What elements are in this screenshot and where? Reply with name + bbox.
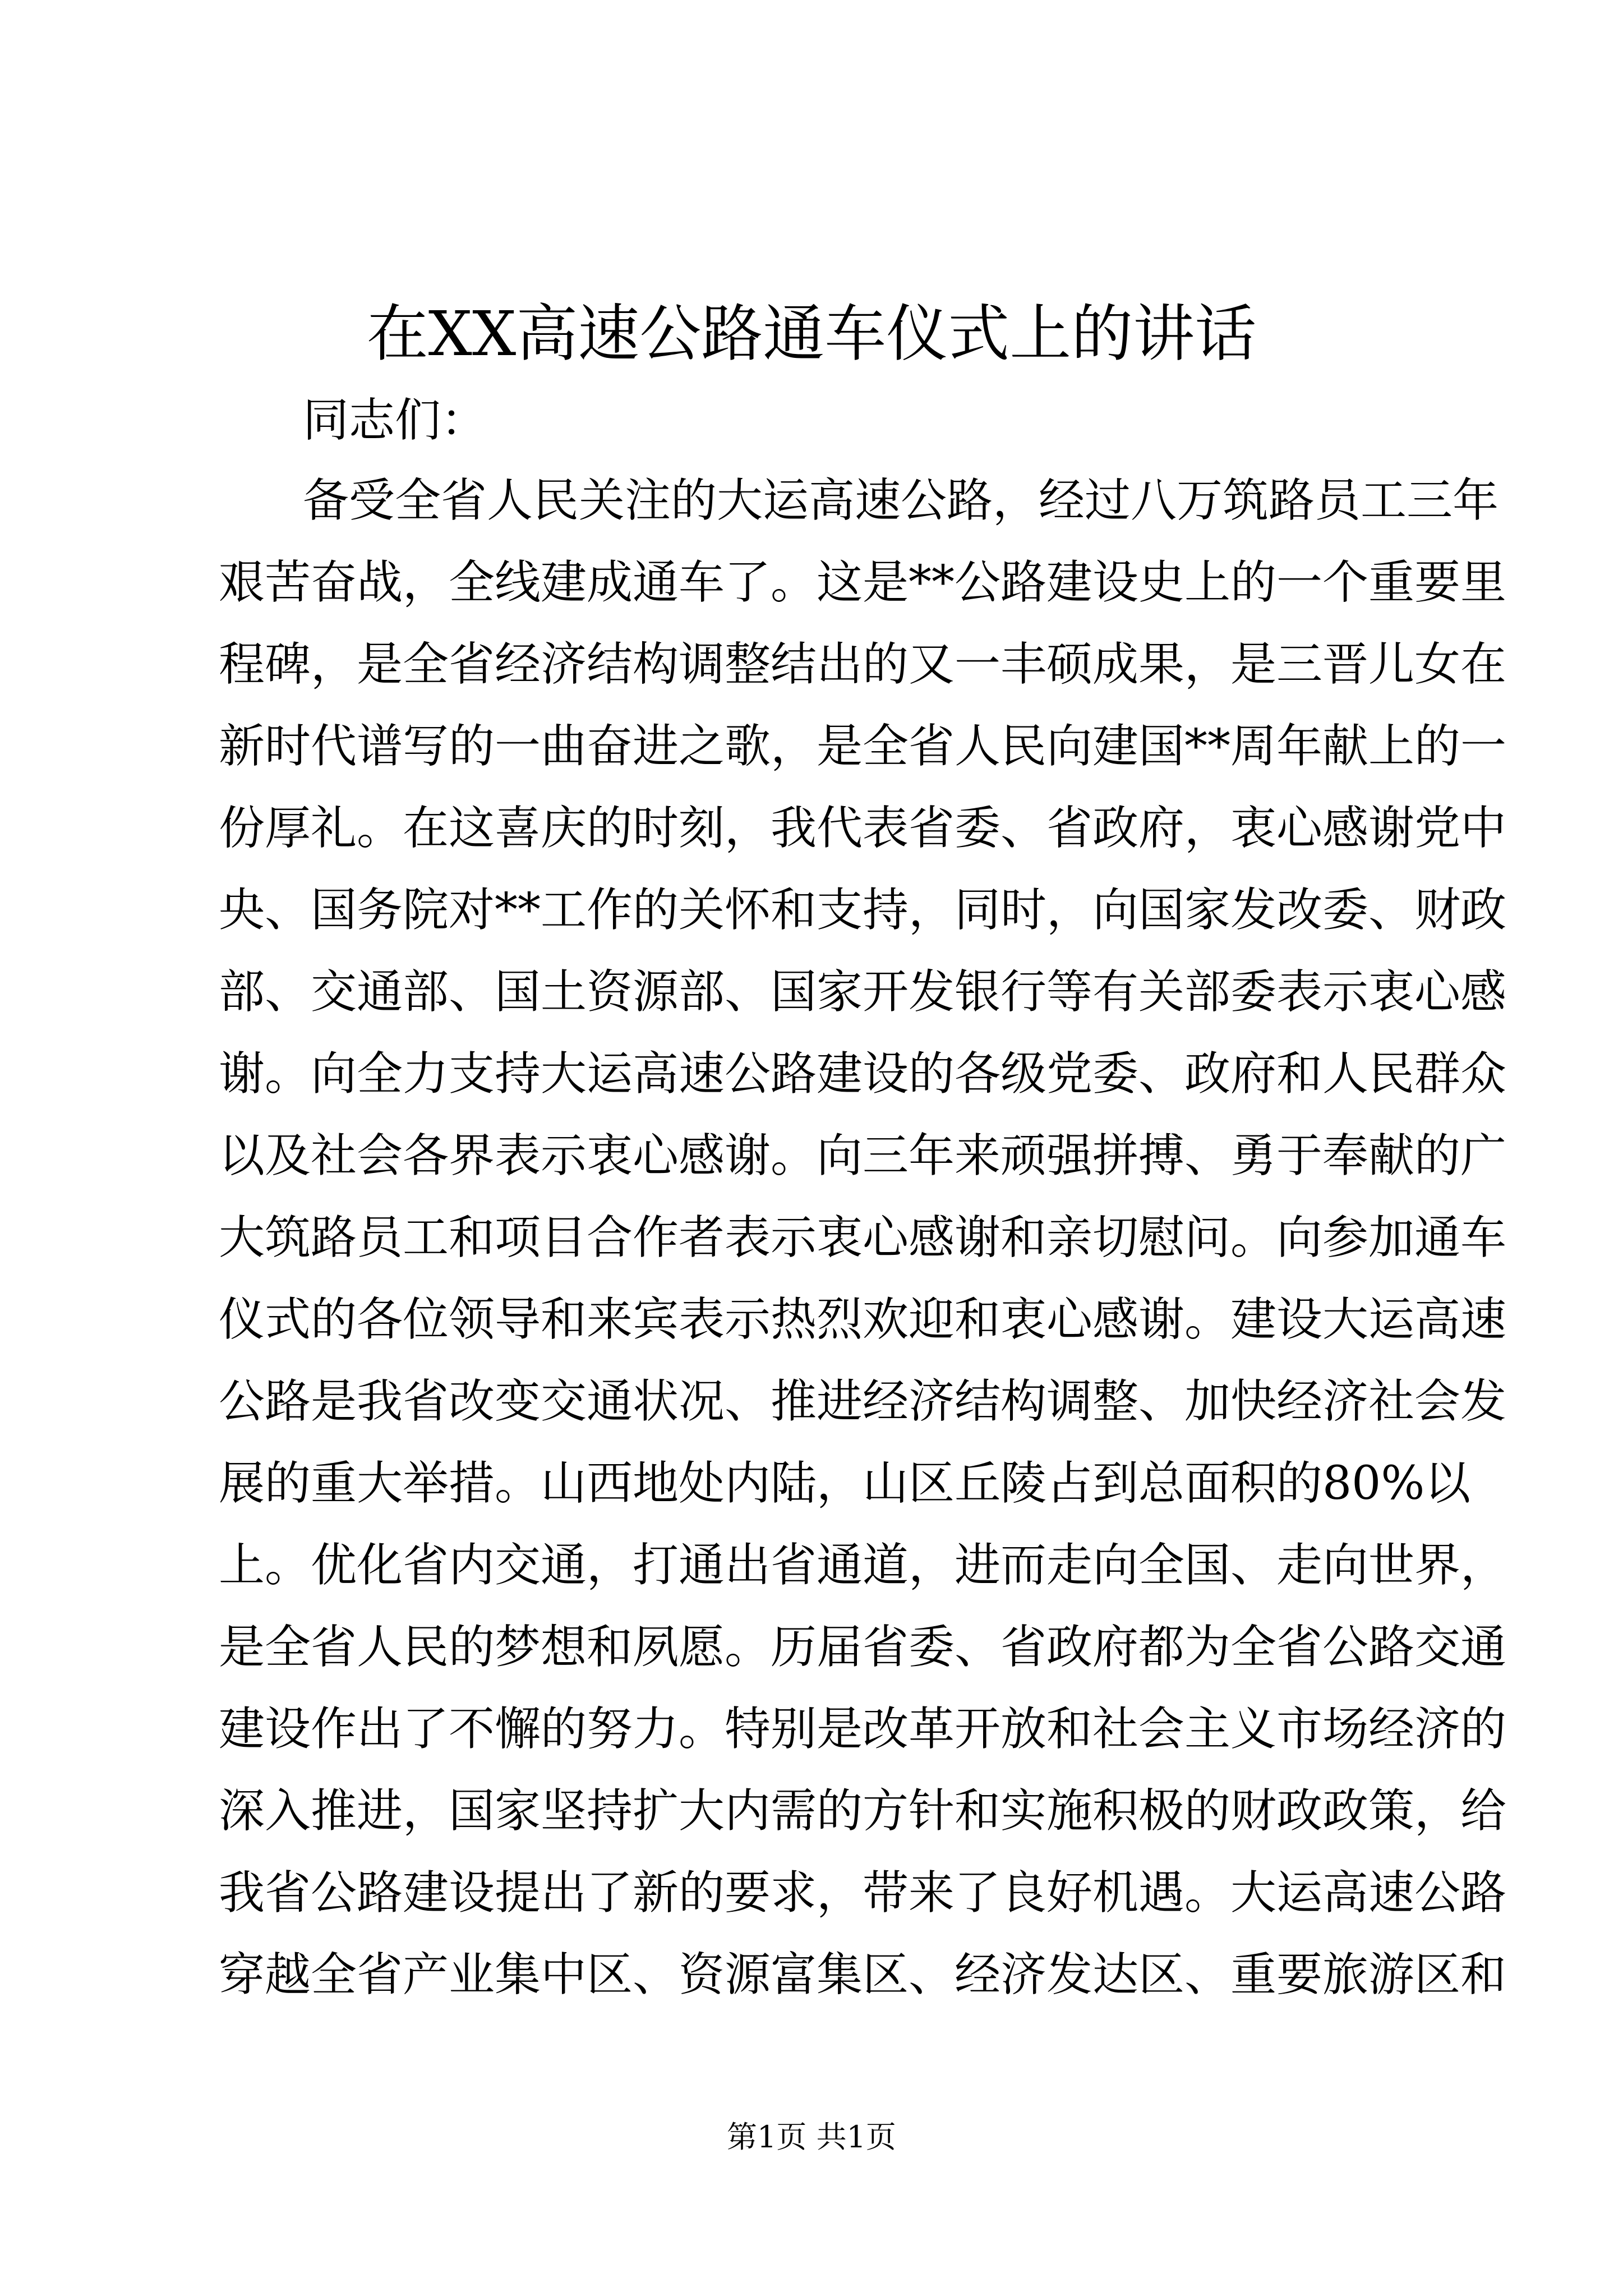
page-number: 第1页 共1页	[727, 2119, 896, 2155]
body-line: 大筑路员工和项目合作者表示衷心感谢和亲切慰问。向参加通车	[219, 1211, 1507, 1264]
page-title: 在XX高速公路通车仪式上的讲话	[366, 298, 1257, 370]
greeting-text: 同志们：	[303, 394, 487, 447]
body-line: 份厚礼。在这喜庆的时刻，我代表省委、省政府，衷心感谢党中	[219, 802, 1507, 855]
body-line: 谢。向全力支持大运高速公路建设的各级党委、政府和人民群众	[219, 1047, 1507, 1101]
body-text	[219, 460, 1507, 2016]
body-line: 上。优化省内交通，打通出省通道，进而走向全国、走向世界，	[219, 1539, 1507, 1592]
body-line: 备受全省人民关注的大运高速公路，经过八万筑路员工三年	[303, 474, 1499, 527]
body-line: 深入推进，国家坚持扩大内需的方针和实施积极的财政政策，给	[219, 1784, 1507, 1838]
body-line: 以及社会各界表示衷心感谢。向三年来顽强拼搏、勇于奉献的广	[219, 1129, 1507, 1182]
body-line: 程碑，是全省经济结构调整结出的又一丰硕成果，是三晋儿女在	[219, 638, 1507, 691]
body-line: 是全省人民的梦想和夙愿。历届省委、省政府都为全省公路交通	[219, 1621, 1507, 1674]
body-line: 新时代谱写的一曲奋进之歌，是全省人民向建国**周年献上的一	[219, 720, 1507, 773]
body-line: 仪式的各位领导和来宾表示热烈欢迎和衷心感谢。建设大运高速	[219, 1293, 1507, 1346]
body-line: 建设作出了不懈的努力。特别是改革开放和社会主义市场经济的	[219, 1703, 1507, 1756]
body-line: 展的重大举措。山西地处内陆，山区丘陵占到总面积的80%以	[219, 1457, 1471, 1510]
body-line: 公路是我省改变交通状况、推进经济结构调整、加快经济社会发	[219, 1375, 1507, 1428]
body-line: 央、国务院对**工作的关怀和支持，同时，向国家发改委、财政	[219, 884, 1507, 937]
body-line: 部、交通部、国土资源部、国家开发银行等有关部委表示衷心感	[219, 965, 1507, 1019]
body-line: 穿越全省产业集中区、资源富集区、经济发达区、重要旅游区和	[219, 1948, 1507, 2001]
body-line: 我省公路建设提出了新的要求，带来了良好机遇。大运高速公路	[219, 1866, 1507, 1920]
body-line: 艰苦奋战，全线建成通车了。这是**公路建设史上的一个重要里	[219, 556, 1507, 609]
